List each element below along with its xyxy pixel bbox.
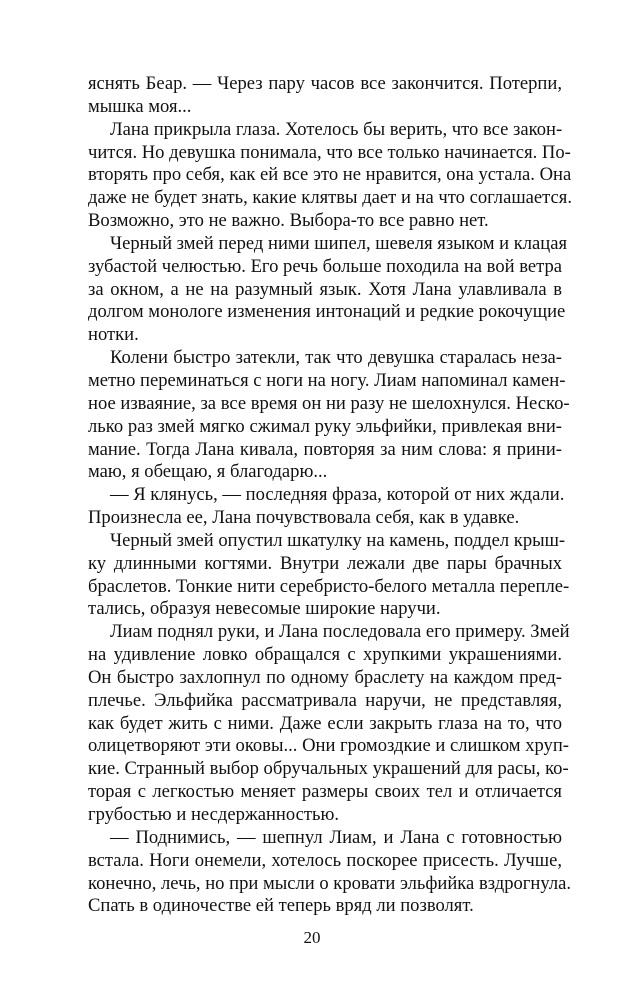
- page-body-text: [88, 73, 572, 918]
- text-line: тались, образуя невесомые широкие наручи.: [88, 598, 441, 620]
- text-line: как будет жить с ними. Даже если закрыть глаза на то, что: [88, 712, 562, 734]
- text-line: чится. Но девушка понимала, что все только начинается. По-: [88, 141, 571, 163]
- text-line: мание. Тогда Лана кивала, повторяя за ним слова: я прини-: [88, 438, 562, 460]
- text-line: вторять про себя, как ей все это не нравится, она устала. Она: [88, 164, 572, 186]
- paragraph-4: [88, 347, 570, 484]
- text-line: нотки.: [88, 324, 139, 346]
- text-line: торая с легкостью меняет размеры своих тел и отличается: [88, 781, 562, 803]
- text-line: долгом монологе изменения интонаций и редкие рокочущие: [88, 301, 566, 323]
- text-line: — Я клянусь, — последняя фраза, которой от них ждали.: [110, 484, 565, 506]
- paragraph-6: [88, 529, 570, 621]
- text-line: зубастой челюстью. Его речь больше походила на вой ветра: [88, 255, 563, 277]
- text-line: — Поднимись, — шепнул Лиам, и Лана с готовностью: [110, 826, 562, 848]
- text-line: метно переминаться с ноги на ногу. Лиам напоминал камен-: [88, 369, 566, 391]
- text-line: Лана прикрыла глаза. Хотелось бы верить, что все закон-: [110, 118, 563, 140]
- text-line: плечье. Эльфийка рассматривала наручи, не представляя,: [88, 689, 562, 711]
- text-line: на удивление ловко обращался с хрупкими украшениями.: [88, 644, 562, 666]
- text-line: встала. Ноги онемели, хотелось поскорее присесть. Лучше,: [88, 849, 562, 871]
- text-line: Он быстро захлопнул по одному браслету на каждом пред-: [88, 666, 562, 688]
- text-line: за окном, а не на разумный язык. Хотя Лана улавливала в: [88, 278, 562, 300]
- text-line: Лиам поднял руки, и Лана последовала его примеру. Змей: [110, 621, 570, 643]
- text-line: Колени быстро затекли, так что девушка старалась неза-: [110, 347, 562, 369]
- paragraph-1: [88, 73, 562, 119]
- text-line: маю, я обещаю, я благодарю...: [88, 461, 328, 483]
- text-line: Возможно, это не важно. Выбора-то все равно нет.: [88, 210, 489, 232]
- text-line: ку длинными когтями. Внутри лежали две пары брачных: [88, 552, 562, 574]
- text-line: Черный змей перед ними шипел, шевеля языком и клацая: [110, 232, 568, 254]
- text-line: олицетворяют эти оковы... Они громоздкие и слишком хруп-: [88, 735, 569, 757]
- text-line: яснять Беар. — Через пару часов все закончится. Потерпи,: [88, 73, 562, 94]
- text-line: Черный змей опустил шкатулку на камень, поддел крыш-: [110, 529, 566, 551]
- text-line: мышка моя...: [88, 95, 192, 117]
- text-line: грубостью и несдержанностью.: [88, 804, 340, 825]
- paragraph-3: [88, 232, 568, 347]
- text-line: кие. Странный выбор обручальных украшений для расы, ко-: [88, 758, 569, 780]
- text-line: ное изваяние, за все время он ни разу не шелохнулся. Неско-: [88, 392, 570, 414]
- text-line: даже не будет знать, какие клятвы дает и на что соглашается.: [88, 187, 572, 209]
- text-line: Спать в одиночестве ей теперь вряд ли позволят.: [88, 895, 474, 917]
- text-line: браслетов. Тонкие нити серебристо-белого металла перепле-: [88, 575, 570, 597]
- paragraph-7: [88, 621, 570, 827]
- page-number: 20: [303, 928, 321, 947]
- paragraph-2: [88, 118, 572, 233]
- paragraph-5: [88, 484, 565, 530]
- text-line: лько раз змей мягко сжимал руку эльфийки, привлекая вни-: [88, 415, 562, 437]
- text-line: Произнесла ее, Лана почувствовала себя, как в удавке.: [88, 507, 520, 529]
- paragraph-8: [88, 826, 572, 918]
- text-line: конечно, лечь, но при мысли о кровати эльфийка вздрогнула.: [88, 872, 572, 894]
